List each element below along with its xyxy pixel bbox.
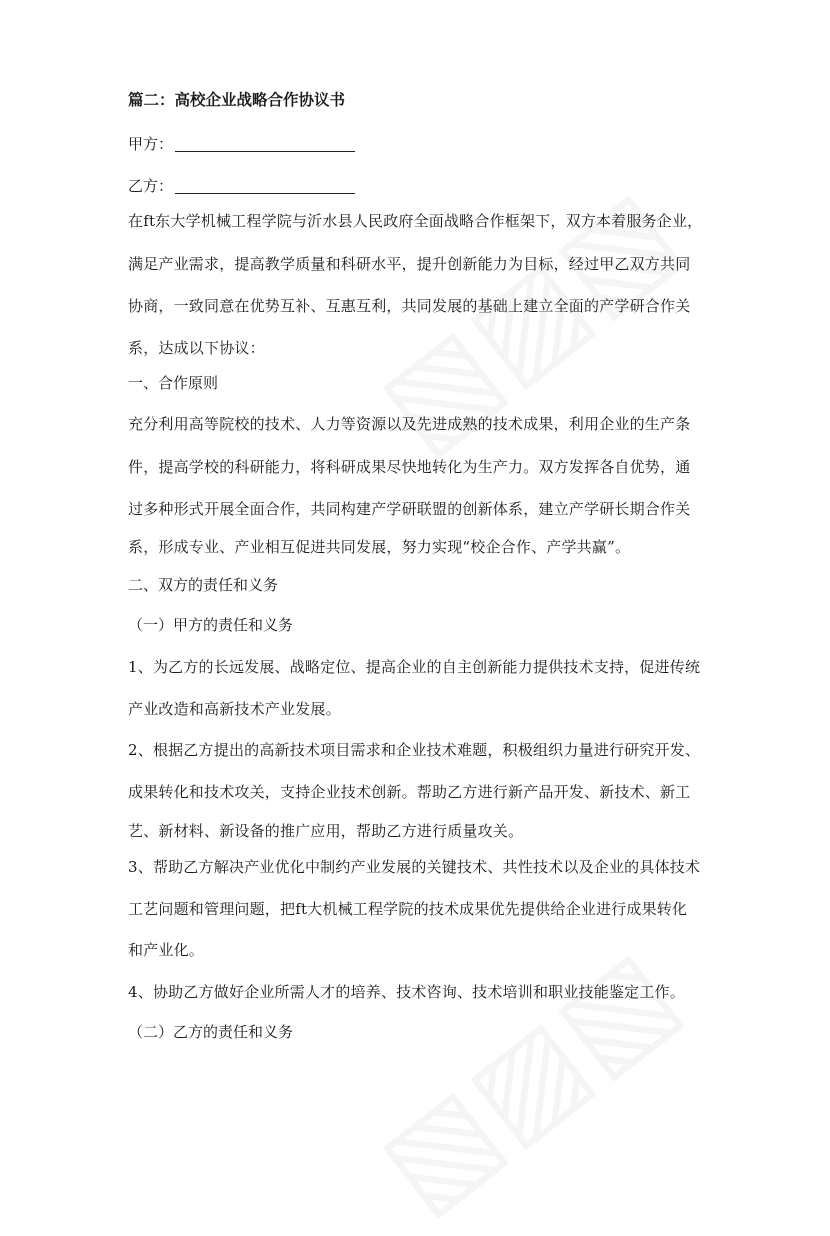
- item2-line: 成果转化和技术攻关，支持企业技术创新。帮助乙方进行新产品开发、新技术、新工: [128, 783, 691, 801]
- party-a-blank[interactable]: [175, 135, 355, 152]
- intro-line: 协商，一致同意在优势互补、互惠互利，共同发展的基础上建立全面的产学研合作关: [128, 297, 691, 315]
- sub1-heading: （一）甲方的责任和义务: [128, 616, 294, 634]
- sub2-heading: （二）乙方的责任和义务: [128, 1023, 294, 1041]
- section1-line: 件，提高学校的科研能力，将科研成果尽快地转化为生产力。双方发挥各自优势，通: [128, 458, 691, 476]
- party-b-line: [128, 176, 734, 196]
- item1-line: 1、为乙方的长远发展、战略定位、提高企业的自主创新能力提供技术支持，促进传统: [128, 658, 701, 676]
- watermark: [353, 922, 702, 1236]
- item4-line: 4、协助乙方做好企业所需人才的培养、技术咨询、技术培训和职业技能鉴定工作。: [128, 983, 685, 1001]
- item3-line: 和产业化。: [128, 941, 205, 959]
- party-a-label: 甲方：: [128, 135, 174, 153]
- item3-line: 工艺问题和管理问题，把ft大机械工程学院的技术成果优先提供给企业进行成果转化: [128, 900, 688, 918]
- item2-line: 2、根据乙方提出的高新技术项目需求和企业技术难题，积极组织力量进行研究开发、: [128, 741, 701, 759]
- section1-line: 过多种形式开展全面合作，共同构建产学研联盟的创新体系，建立产学研长期合作关: [128, 500, 691, 518]
- party-a-line: [128, 134, 734, 154]
- item1-line: 产业改造和高新技术产业发展。: [128, 700, 341, 718]
- intro-line: 满足产业需求，提高教学质量和科研水平，提升创新能力为目标，经过甲乙双方共同: [128, 255, 691, 273]
- item2-line: 艺、新材料、新设备的推广应用，帮助乙方进行质量攻关。: [128, 822, 524, 840]
- section2-heading: 二、双方的责任和义务: [128, 576, 279, 594]
- section1-line: 系，形成专业、产业相互促进共同发展，努力实现“校企合作、产学共赢”。: [128, 538, 631, 556]
- item3-line: 3、帮助乙方解决产业优化中制约产业发展的关键技术、共性技术以及企业的具体技术: [128, 858, 701, 876]
- party-b-blank[interactable]: [175, 177, 355, 194]
- intro-line: 系，达成以下协议：: [128, 339, 265, 357]
- intro-line: 在ft东大学机械工程学院与沂水县人民政府全面战略合作框架下，双方本着服务企业，: [128, 212, 703, 230]
- document-title: 篇二：高校企业战略合作协议书: [128, 90, 346, 109]
- party-b-label: 乙方：: [128, 177, 174, 195]
- section1-heading: 一、合作原则: [128, 374, 219, 392]
- section1-line: 充分利用高等院校的技术、人力等资源以及先进成熟的技术成果，利用企业的生产条: [128, 415, 691, 433]
